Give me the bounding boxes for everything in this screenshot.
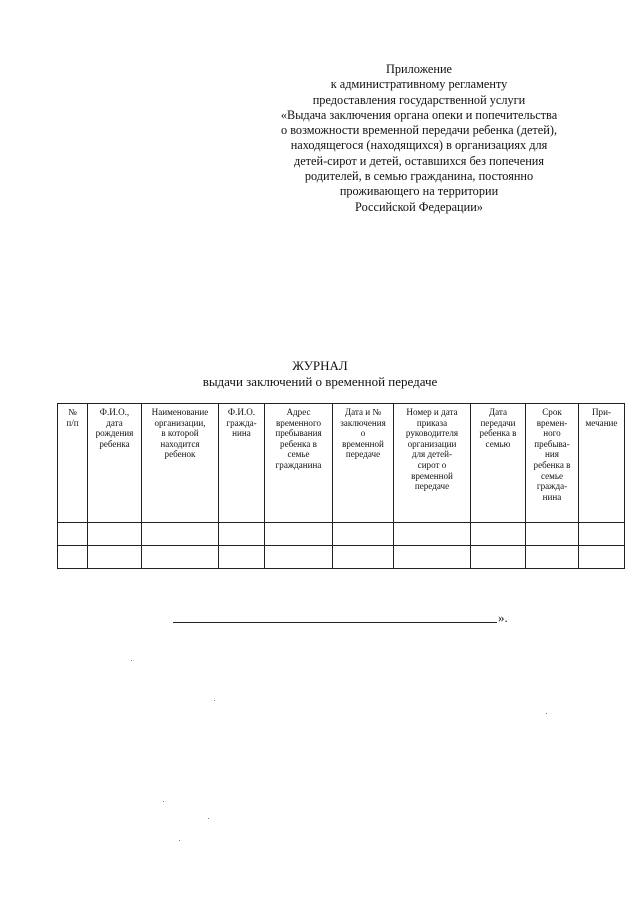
appendix-line: «Выдача заключения органа опеки и попечительства	[280, 107, 558, 122]
table-cell	[526, 523, 579, 546]
column-header-number: № п/п	[58, 404, 88, 523]
appendix-line: предоставления государственной услуги	[312, 92, 526, 107]
table-row	[58, 546, 625, 569]
table-cell	[394, 523, 471, 546]
appendix-line: к административному регламенту	[330, 77, 508, 92]
table-cell	[265, 523, 333, 546]
table-cell	[265, 546, 333, 569]
table-cell	[58, 523, 88, 546]
table-cell	[471, 546, 526, 569]
table-header-row	[58, 404, 625, 523]
column-header-child-name: Ф.И.О., дата рождения ребенка	[88, 404, 142, 523]
column-header-organization: Наименование организации, в которой находится ребенок	[142, 404, 219, 523]
column-header-transfer-date: Дата передачи ребенка в семью	[471, 404, 526, 523]
table-cell	[88, 546, 142, 569]
table-cell	[394, 546, 471, 569]
scan-speck	[179, 840, 180, 841]
journal-table	[57, 403, 625, 569]
scan-speck	[546, 713, 547, 714]
table-cell	[333, 546, 394, 569]
table-cell	[142, 523, 219, 546]
column-header-citizen-name: Ф.И.О. гражда- нина	[219, 404, 265, 523]
table-cell	[219, 546, 265, 569]
appendix-header	[232, 62, 606, 215]
appendix-line: Приложение	[386, 62, 452, 76]
appendix-line: родителей, в семью гражданина, постоянно	[304, 169, 534, 184]
table-cell	[526, 546, 579, 569]
signature-line	[173, 622, 497, 623]
appendix-line: Российской Федерации»	[355, 199, 483, 214]
table-cell	[142, 546, 219, 569]
scan-speck	[214, 700, 215, 701]
column-header-address: Адрес временного пребывания ребенка в семье гражданина	[265, 404, 333, 523]
appendix-line: проживающего на территории	[339, 184, 499, 199]
journal-title: ЖУРНАЛ	[292, 358, 348, 373]
appendix-line: детей-сирот и детей, оставшихся без попечения	[293, 153, 545, 168]
column-header-stay-period: Срок времен- ного пребыва- ния ребенка в семье гражда- нина	[526, 404, 579, 523]
table-cell	[333, 523, 394, 546]
table-cell	[58, 546, 88, 569]
table-cell	[219, 523, 265, 546]
scan-speck	[131, 660, 132, 661]
column-header-conclusion-date: Дата и № заключения о временной передаче	[333, 404, 394, 523]
journal-subtitle: выдачи заключений о временной передаче	[202, 374, 438, 389]
table-row	[58, 523, 625, 546]
appendix-line: находящегося (находящихся) в организациях для	[290, 138, 548, 153]
column-header-note: При- мечание	[579, 404, 625, 523]
table-cell	[88, 523, 142, 546]
appendix-line: о возможности временной передачи ребенка (детей),	[280, 123, 558, 138]
scan-speck	[208, 818, 209, 819]
column-header-order: Номер и дата приказа руководителя организации для детей- сирот о временной передаче	[394, 404, 471, 523]
table-cell	[471, 523, 526, 546]
closing-quote-mark: ».	[498, 610, 508, 625]
scan-speck	[163, 801, 164, 802]
table-cell	[579, 523, 625, 546]
table-cell	[579, 546, 625, 569]
